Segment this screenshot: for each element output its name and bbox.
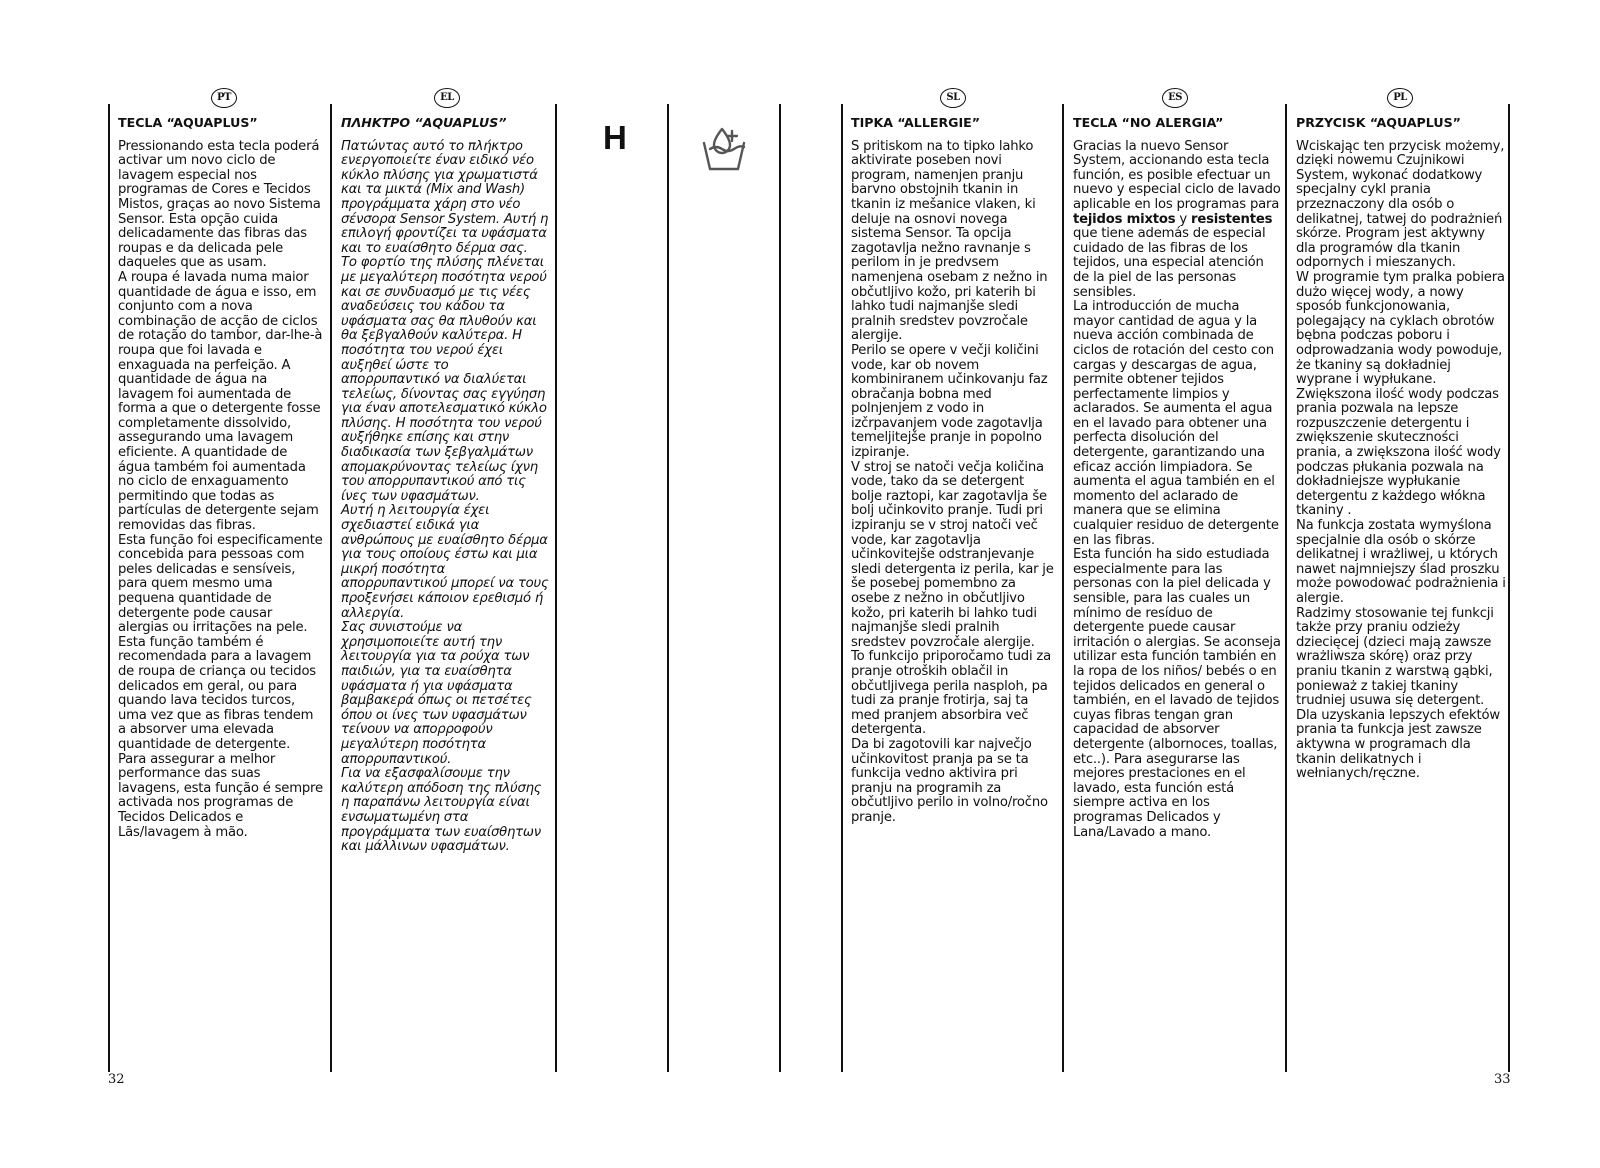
paragraph: Para assegurar a melhor performance das suas lavagens, esta função é sempre activada nos programas de Tecidos Delicados e Lãs/lavagem à mão. [118, 751, 323, 840]
paragraph: Σας συνιστούμε να χρησιμοποιείτε αυτή την λειτουργία για τα ρούχα των παιδιών, για τα ευαίσθητα υφάσματα ή για υφάσματα βαμβακερά όπως οι πετσέτες όπου οι ίνες των υφασμάτων τείνουν να απορροφούν μεγαλύτερη ποσότητα απορρυπαντικού. [341, 620, 532, 767]
paragraph: A roupa é lavada numa maior quantidade de água e isso, em conjunto com a nova combinação de acção de ciclos de rotação do tambor, dar-lhe-à roupa que foi lavada e enxaguada na perfeição. A quantidade de água na lavagem foi aumentada de forma a que o detergente fosse completamente dissolvido, assegurando uma lavagem eficiente. A quantidade de água também foi aumentada no ciclo de enxaguamento permitindo que todas as partículas de detergente sejam removidas das fibras. [118, 269, 323, 534]
column-pt [118, 116, 323, 840]
paragraph: Esta função também é recomendada para a lavagem de roupa de criança ou tecidos delicados em geral, ou para quando lava tecidos turcos, uma vez que as fibras tendem a absorver uma elevada quantidade de detergente. [118, 634, 316, 752]
column-rule [330, 104, 332, 1072]
heading-el: ΠΛΗΚΤΡΟ “AQUAPLUS” [341, 115, 507, 130]
column-rule [108, 104, 110, 1072]
paragraph: Dla uzyskania lepszych efektów prania ta funkcja jest zawsze aktywna w programach dla tkanin delikatnych i wełnianych/ręczne. [1296, 707, 1500, 782]
paragraph: Το φορτίο της πλύσης πλένεται με μεγαλύτερη ποσότητα νερού και σε συνδυασμό με τις νέες αναδεύσεις του κάδου τα υφάσματα σας θα πλυθούν και θα ξεβγαλθούν καλύτερα. Η ποσότητα του νερού έχει αυξηθεί ώστε το απορρυπαντικό να διαλύεται τελείως, δίνοντας σας εγγύηση για έναν αποτελεσματικό κύκλο πλύσης. Η ποσότητα του νερού αυξήθηκε επίσης και στην διαδικασία των ξεβγαλμάτων απομακρύνοντας τελείως ίχνη του απορρυπαντικού από τις ίνες των υφασμάτων. [341, 255, 547, 504]
column-rule [841, 104, 843, 1072]
lang-badge-el: EL [434, 88, 460, 108]
paragraph: Perilo se opere v večji količini vode, kar ob novem kombiniranem učinkovanju faz obračanja bobna med polnjenjem z vodo in izčrpavanjem vode zagotavlja temeljitejše pranje in popolno izpiranje. [851, 342, 1048, 461]
column-rule [1062, 104, 1064, 1072]
heading-pl: PRZYCISK “AQUAPLUS” [1296, 115, 1461, 130]
paragraph: Pressionando esta tecla poderá activar um novo ciclo de lavagem especial nos programas de Cores e Tecidos Mistos, graças ao novo Sistema Sensor. Esta opção cuida delicadamente das fibras das roupas e da delicada pele daqueles que as usam. [118, 138, 321, 271]
lang-badge-es: ES [1162, 88, 1188, 108]
paragraph: Αυτή η λειτουργία έχει σχεδιαστεί ειδικά για ανθρώπους με ευαίσθητο δέρμα για τους οποίους έστω και μια μικρή ποσότητα απορρυπαντικού μπορεί να τους προξενήσει κάποιον ερεθισμό ή αλλεργία. [341, 503, 549, 621]
page-number-right: 33 [1494, 1072, 1511, 1087]
paragraph: Na funkcja zostata wymyślona specjalnie dla osób o skórze delikatnej i wrażliwej, u których nawet najmniejszy ślad proszku może powodować podrażnienia i alergie. [1296, 518, 1506, 606]
text-run: y [1175, 211, 1192, 227]
column-rule [555, 104, 557, 1072]
paragraph: S pritiskom na to tipko lahko aktivirate poseben novi program, namenjen pranju barvno obstojnih tkanin in tkanin iz mešanice vlaken, ki deluje na osnovi novega sistema Sensor. Ta opcija zagotavlja nežno ravnanje s perilom in je predvsem namenjena osebam z nežno in občutljivo kožo, pri katerih bi lahko tudi najmanjše sledi pralnih sredstev povzročale alergije. [851, 138, 1048, 344]
bold-term: tejidos mixtos [1073, 211, 1176, 227]
column-sl [851, 116, 1058, 826]
paragraph: Esta função foi especificamente concebida para pessoas com peles delicadas e sensíveis, para quem mesmo uma pequena quantidade de detergente pode causar alergias ou irritações na pele. [118, 532, 323, 636]
heading-sl: TIPKA “ALLERGIE” [851, 115, 981, 130]
column-rule [779, 104, 781, 1072]
heading-es: TECLA “NO ALERGIA” [1073, 115, 1224, 130]
column-el [341, 116, 549, 855]
paragraph: V stroj se natoči večja količina vode, tako da se detergent bolje raztopi, kar zagotavlja še bolj učinkovito pranje. Tudi pri izpiranju se v stroj natoči več vode, kar zagotavlja učinkovitejše odstranjevanje sledi detergenta iz perila, kar je še posebej pomembno za osebe z nežno in občutljivo kožo, pri katerih bi lahko tudi najmanjše sledi pralnih sredstev povzročale alergije. [851, 459, 1054, 650]
paragraph: To funkcijo priporočamo tudi za pranje otroških oblačil in občutljivega perila nasploh, pa tudi za pranje frotirja, saj ta med pranjem absorbira več detergenta. [851, 649, 1052, 738]
paragraph: La introducción de mucha mayor cantidad de agua y la nueva acción combinada de ciclos de rotación del cesto con cargas y descargas de agua, permite obtener tejidos perfectamente limpios y aclarados. Se aumenta el agua en el lavado para obtener una perfecta disolución del detergente, garantizando una eficaz acción limpiadora. Se aumenta el agua también en el momento del aclarado de manera que se elimina cualquier residuo de detergente en las fibras. [1073, 299, 1279, 548]
heading-pt: TECLA “AQUAPLUS” [118, 115, 258, 130]
paragraph: Wciskając ten przycisk możemy, dzięki nowemu Czujnikowi System, wykonać dodatkowy specjalny cykl prania przeznaczony dla osób o delikatnej, tatwej do podrażnień skórze. Program jest aktywny dla programów dla tkanin odpornych i mieszanych. [1296, 138, 1505, 271]
paragraph: W programie tym pralka pobiera dużo więcej wody, a nowy sposób funkcjonowania, polegający na cyklach obrotów bębna podczas poboru i odprowadzania wody powoduje, że tkaniny są dokładniej wyprane i wypłukane. Zwiększona ilość wody podczas prania pozwala na lepsze rozpuszczenie detergentu i zwiększenie skuteczności prania, a zwiększona ilość wody podczas płukania pozwala na dokładniejsze wypłukanie detergentu z każdego włókna tkaniny . [1296, 269, 1505, 519]
wash-plus-icon [700, 125, 748, 179]
column-pl [1296, 116, 1506, 782]
lang-badge-sl: SL [940, 88, 966, 108]
paragraph: Radzimy stosowanie tej funkcji także przy praniu odzieży dziecięcej (dzieci mają zawsze wrażliwsza skórę) oraz przy praniu tkanin z warstwą gąbki, ponieważ z takiej tkaniny trudniej usuwa się detergent. [1296, 605, 1494, 709]
paragraph: Esta función ha sido estudiada especialmente para las personas con la piel delicada y sensible, para las cuales un mínimo de resíduo de detergente puede causar irritación o alergias. Se aconseja utilizar esta función también en la ropa de los niños/ bebés o en tejidos delicados en general o también, en el lavado de tejidos cuyas fibras tengan gran capacidad de absorver detergente (albornoces, toallas, etc..). Para asegurarse las mejores prestaciones en el lavado, esta función está siempre activa en los programas Delicados y Lana/Lavado a mano. [1073, 547, 1281, 840]
column-rule [1508, 104, 1510, 1072]
section-letter: H [603, 119, 627, 156]
paragraph [1073, 140, 1283, 301]
paragraph: Πατώντας αυτό το πλήκτρο ενεργοποιείτε έναν ειδικό νέο κύκλο πλύσης για χρωματιστά και τα μικτά (Mix and Wash) προγράμματα χάρη στο νέο σένσορα Sensor System. Αυτή η επιλογή φροντίζει τα υφάσματα και το ευαίσθητο δέρμα σας. [341, 138, 549, 256]
column-rule [1285, 104, 1287, 1072]
bold-term: resistentes [1191, 211, 1273, 227]
paragraph: Da bi zagotovili kar največjo učinkovitost pranja pa se ta funkcija vedno aktivira pri pranju na programih za občutljivo perilo in volno/ročno pranje. [851, 736, 1048, 825]
column-rule [667, 104, 669, 1072]
text-run: que tiene además de especial cuidado de las fibras de los tejidos, una especial atención de la piel de las personas sensibles. [1073, 226, 1266, 300]
text-run: Gracias la nuevo Sensor System, accionando esta tecla función, es posible efectuar un nuevo y especial ciclo de lavado aplicable en los programas para [1073, 138, 1281, 212]
page-number-left: 32 [108, 1072, 125, 1087]
lang-badge-pl: PL [1387, 88, 1413, 108]
paragraph: Για να εξασφαλίσουμε την καλύτερη απόδοση της πλύσης η παραπάνω λειτουργία είναι ενσωματωμένη στα προγράμματα των ευαίσθητων και μάλλινων υφασμάτων. [341, 766, 542, 855]
lang-badge-pt: PT [211, 88, 237, 108]
column-es [1073, 116, 1283, 840]
